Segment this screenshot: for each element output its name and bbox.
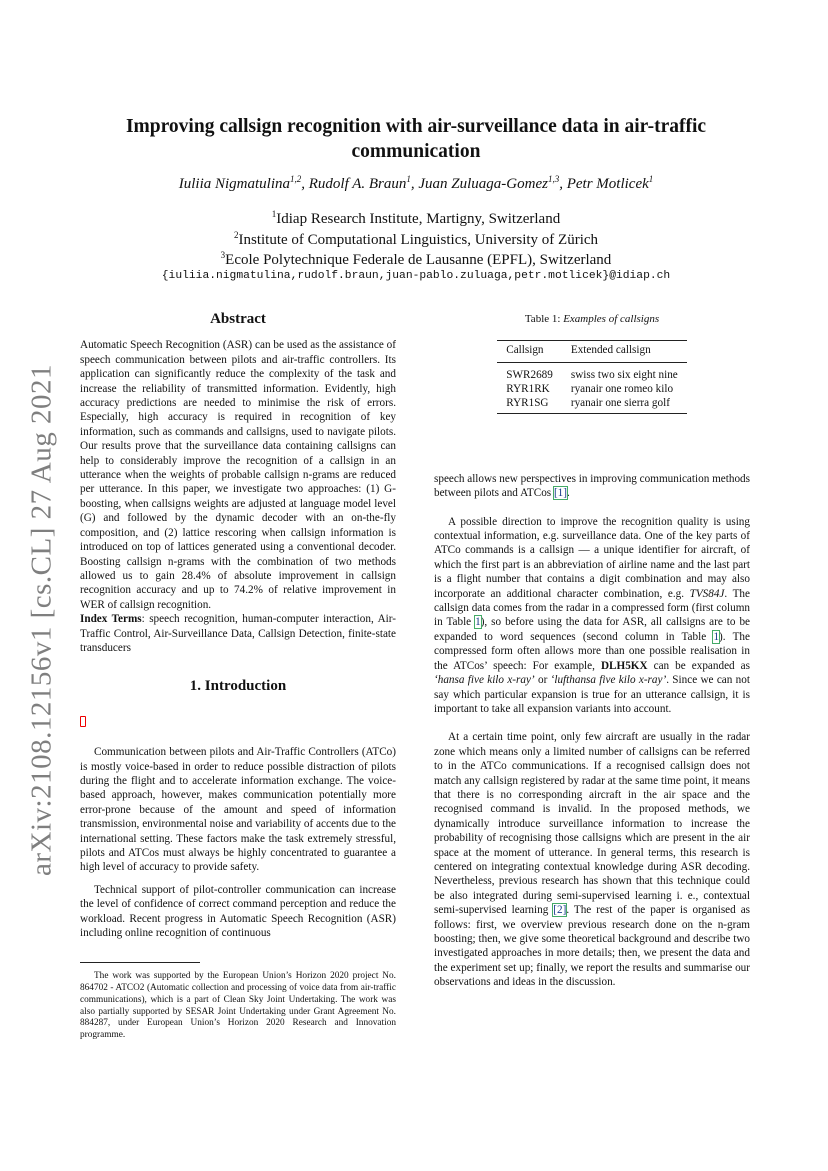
footnote: The work was supported by the European Union’s Horizon 2020 project No. 864702 - ATCO2 (Automatic collection and processing of voice data from air-traffic communications), which is a part of Clean Sky Joint Undertaking. The work was also partially supported by SESAR Joint Undertaking under Grant Agreement No. 884287, under European Union’s Horizon 2020 Research and Innovation programme. — [80, 971, 396, 1040]
table-header-row — [497, 341, 687, 362]
affiliations — [90, 209, 742, 271]
annotation-marker-icon — [80, 716, 86, 727]
table-cell: ryanair one romeo kilo — [570, 382, 674, 395]
body-paragraph: At a certain time point, only few aircraft are usually in the radar zone which means only a limited number of callsigns can be referred to in the ATCo communications. If a recognised callsign does not match any callsign registered by radar at the same time point, it means that there is no corresponding aircraft in the air space and the recognised command is invalid. In the proposed methods, we dynamically introduce surveillance information to increase the probability of recognising those callsigns which are present in the air space at the moment of utterance. In general terms, this research is centered on integrating contextual knowledge during ASR decoding. Nevertheless, previous research has shown that this technique could be also integrated during semi-supervised learning i. e., contextual semi-supervised learning [2]. The rest of the paper is organised as follows: first, we overview previous research done on the n-gram boosting; then, we give some theoretical background and describe two investigated approaches in more details; then, we present the data and the experiment set up; finally, we report the results and summarise our observations and ideas in the discussion. — [434, 731, 751, 989]
table-ref-link[interactable]: 1 — [475, 616, 481, 629]
citation-link[interactable]: [2] — [553, 904, 567, 917]
table-row — [497, 382, 687, 396]
table-cell: ryanair one sierra golf — [562, 396, 687, 414]
arxiv-stamp — [22, 360, 62, 880]
table-cell: SWR2689 — [506, 368, 553, 381]
index-terms: Index Terms: speech recognition, human-computer interaction, Air-Traffic Control, Air-Surveillance Data, Callsign Detection, finite-state transducers — [80, 613, 396, 654]
table-caption: Table 1: Examples of callsigns — [524, 313, 660, 325]
table-row — [497, 396, 687, 414]
footnote-rule — [80, 962, 200, 963]
table-ref-link[interactable]: 1 — [713, 630, 720, 643]
table-row — [497, 362, 687, 382]
table-cell: swiss two six eight nine — [570, 368, 678, 381]
table-header-cell: Extended callsign — [562, 341, 687, 362]
citation-link[interactable]: [1] — [553, 487, 567, 500]
body-paragraph: speech allows new perspectives in improving communication methods between pilots and ATCos [1]. — [434, 472, 750, 500]
abstract-heading: Abstract — [210, 311, 266, 327]
author: Petr Motlicek — [566, 176, 649, 192]
body-paragraph: A possible direction to improve the recognition quality is using contextual information, e.g. surveillance data. One of the key parts of ATCo commands is a callsign — a unique identifier for aircraft, of which the first part is an abbreviation of airline name and the last part is a flight number that contains a digit combination and may also incorporate an additional character combination, e.g. TVS84J. The callsign data comes from the radar in a compressed form (first column in Table 1), so before using the data for ASR, all callsigns are to be expanded to word sequences (second column in Table 1). The compressed form often allows more than one possible realisation in the ATCos’ speech: For example, DLH5KX can be expanded as ‘hansa five kilo x-ray’ or ‘lufthansa five kilo x-ray’. Since we can not say which particular expansion is true for an utterance callsign, it is important to take all expansion variants into account. — [434, 515, 751, 715]
affiliation: $^2$Institute of Computational Linguistics, University of Zürich — [233, 229, 599, 248]
table-cell: RYR1RK — [506, 382, 550, 395]
abstract-text: Automatic Speech Recognition (ASR) can be used as the assistance of speech communication between pilots and air-traffic controllers. Its application can significantly reduce the complexity of the task and increase the reliability of transmitted information. Evidently, high accuracy predictions are needed to minimise the risk of errors. Especially, high accuracy is required in recognition of key information, such as commands and callsigns, used to navigate pilots. Our results prove that the surveillance data containing callsigns can help to considerably improve the recognition of a callsign in an utterance when the weights of probable callsign n-grams are reduced per utterance. In this paper, we investigate two approaches: (1) G-boosting, when callsigns weights are adjusted at language model level (G) and followed by the dynamic decoder with an on-the-fly composition, and (2) lattice rescoring when callsign information is introduced on top of lattices generated using a conventional decoder. Boosting callsign n-grams with the combination of two methods allowed us to gain 28.4% of absolute improvement in callsign recognition accuracy and up to 74.2% of relative improvement in WER of callsign recognition. — [80, 339, 396, 611]
intro-paragraph: Technical support of pilot-controller communication can increase the level of confidence of correct command perception and reduce the workload. Recent progress in Automatic Speech Recognition (ASR) including online recognition of continuous — [80, 883, 396, 940]
table-cell: RYR1SG — [497, 396, 562, 414]
affiliation: $^3$Ecole Polytechnique Federale de Lausanne (EPFL), Switzerland — [220, 250, 612, 268]
author: Iuliia Nigmatulina — [178, 176, 290, 192]
left-column — [80, 312, 396, 1042]
paper-title: Improving callsign recognition with air-surveillance data in air-traffic communication — [125, 116, 707, 162]
author-list: Iuliia Nigmatulina$^{1,2}$, Rudolf A. Braun$^1$, Juan Zuluaga-Gomez$^{1,3}$, Petr Motlicek$^1$ — [178, 174, 654, 192]
callsign-table — [497, 340, 687, 413]
table-header-cell: Callsign — [497, 341, 562, 362]
author-emails: {iuliia.nigmatulina,rudolf.braun,juan-pablo.zuluaga,petr.motlicek}@idiap.ch — [161, 270, 671, 282]
arxiv-id: arXiv:2108.12156v1 [cs.CL] 27 Aug 2021 — [25, 364, 58, 876]
right-column — [434, 312, 750, 990]
affiliation: $^1$Idiap Research Institute, Martigny, Switzerland — [271, 209, 561, 227]
author: Juan Zuluaga-Gomez — [418, 176, 548, 192]
intro-paragraph: Communication between pilots and Air-Traffic Controllers (ATCo) is mostly voice-based in order to reduce possible distraction of pilots during the flight and to accelerate information exchange. The voice-based approach, however, makes communication potentially more error-prone because of the amount and speed of information transmission, environmental noise and variability of accents due to the international setting. These factors make the task extremely stressful, pilots and ATCos must always be highly concentrated to guarantee a high level of accuracy to provide safety. — [80, 746, 396, 874]
introduction-heading: 1. Introduction — [189, 678, 287, 695]
author: Rudolf A. Braun — [308, 176, 407, 192]
